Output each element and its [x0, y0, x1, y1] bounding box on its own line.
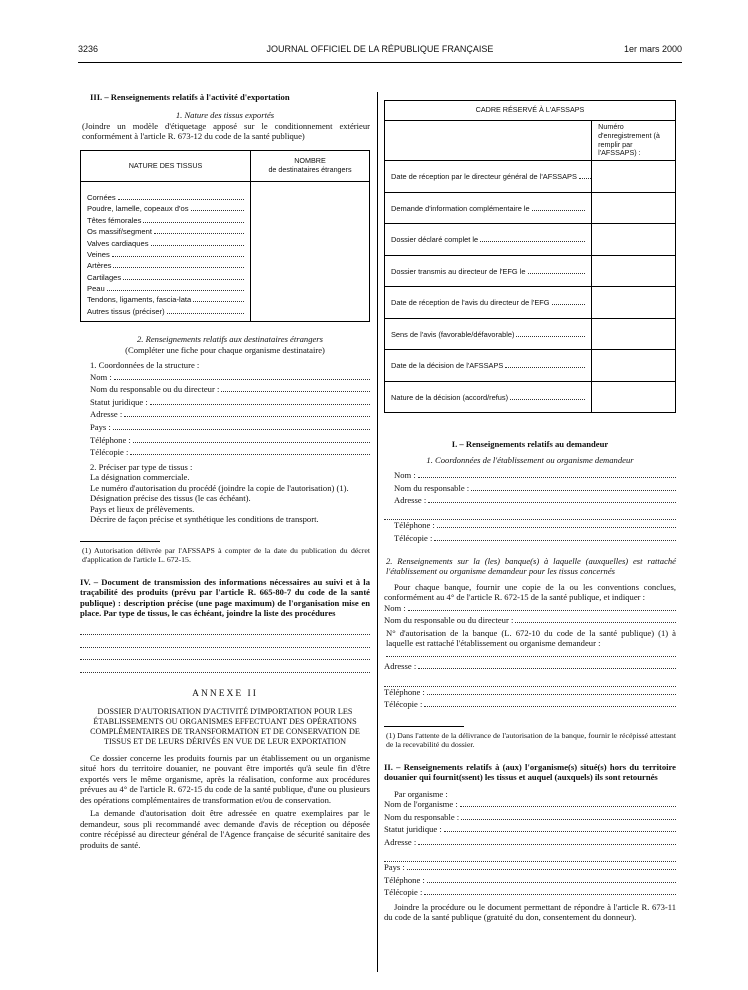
structure-blank[interactable] — [114, 372, 370, 380]
bank-address-field[interactable] — [384, 661, 676, 674]
applicant-label: Nom du responsable : — [394, 482, 470, 493]
tissue-table — [80, 150, 370, 322]
bank-blank[interactable] — [408, 603, 676, 611]
reserved-row — [385, 381, 676, 413]
organisation-field[interactable] — [384, 824, 676, 837]
applicant-contact-field[interactable] — [394, 533, 676, 546]
bank-authorisation-label: N° d'autorisation de la banque (L. 672-10 du code de la santé publique) (1) à laquelle est rattaché l'établissement ou organisme demandeur : — [386, 627, 676, 649]
structure-blank[interactable] — [133, 435, 370, 443]
footnote: (1) Autorisation délivrée par l'AFSSAPS à compter de la date du publication du décret d'application de l'article L. 672-15. — [82, 545, 370, 565]
organisation-blank[interactable] — [444, 824, 676, 832]
reserved-row-label: Sens de l'avis (favorable/défavorable) — [391, 329, 515, 339]
tissue-dots — [107, 283, 244, 291]
reserved-title: CADRE RÉSERVÉ À L'AFSSAPS — [385, 101, 676, 121]
structure-field[interactable] — [90, 409, 370, 422]
tissue-dots — [191, 203, 245, 211]
registration-number: Numéro d'enregistrement (à remplir par l'AFSSAPS) : — [592, 121, 676, 161]
footnote-rule-right — [384, 726, 464, 727]
organisation-field[interactable] — [384, 799, 676, 812]
section-4-blank-line[interactable] — [80, 648, 370, 661]
footnote-rule — [80, 541, 160, 542]
tissue-dots — [151, 238, 245, 246]
reserved-row-label: Nature de la décision (accord/refus) — [391, 392, 509, 402]
tissue-name: Valves cardiaques — [87, 238, 149, 248]
applicant-label: Nom : — [394, 470, 416, 481]
organisation-label: Nom de l'organisme : — [384, 799, 458, 810]
bank-label: Nom du responsable ou du directeur : — [384, 615, 514, 626]
reserved-row-dots — [516, 329, 585, 337]
left-column — [80, 92, 370, 850]
tissue-dots — [167, 306, 244, 314]
tissue-row — [87, 306, 244, 317]
section-3-title: III. – Renseignements relatifs à l'activité d'exportation — [90, 92, 290, 102]
reserved-row — [385, 287, 676, 319]
organisation-contact-field[interactable] — [384, 875, 676, 888]
structure-blank[interactable] — [130, 447, 370, 455]
structure-label: Nom du responsable ou du directeur : — [90, 384, 220, 395]
applicant-contact-blank[interactable] — [434, 533, 676, 541]
applicant-label: Adresse : — [394, 495, 427, 506]
reserved-row — [385, 255, 676, 287]
tissue-row — [87, 215, 244, 226]
structure-label: Statut juridique : — [90, 396, 148, 407]
structure-field[interactable] — [90, 372, 370, 385]
organisation-label: Statut juridique : — [384, 824, 442, 835]
structure-blank[interactable] — [124, 409, 370, 417]
tissue-row — [87, 283, 244, 294]
reserved-row-label: Date de réception par le directeur général de l'AFSSAPS — [391, 172, 577, 182]
organisation-contact-blank[interactable] — [407, 862, 676, 870]
tissue-name: Autres tissus (préciser) — [87, 306, 165, 316]
structure-label: Adresse : — [90, 409, 123, 420]
section-4-title: IV. – Document de transmission des informations nécessaires au suivi et à la traçabilité des produits (prévu par l'article R. 665-80-7 du code de la santé publique) : description précise (une page maximum) de l'organisation mise en place. Par type de tissus, le cas échéant, joindre la liste des procédures — [80, 576, 370, 619]
recipients-count-cell[interactable] — [251, 181, 370, 321]
recipients-col-header — [251, 150, 370, 181]
organisation-blank[interactable] — [418, 837, 676, 845]
reserved-row-value-cell[interactable] — [592, 350, 676, 382]
section-4-blank-line[interactable] — [80, 660, 370, 673]
applicant-contact-label: Téléphone : — [394, 520, 435, 531]
reserved-row-field — [391, 360, 585, 370]
structure-label: Pays : — [90, 422, 111, 433]
organisation-label: Nom du responsable : — [384, 811, 460, 822]
applicant-contact-label: Télécopie : — [394, 533, 433, 544]
section-4-blank-line[interactable] — [80, 635, 370, 648]
applicant-field[interactable] — [394, 495, 676, 508]
bank-contact-blank[interactable] — [424, 699, 676, 707]
reserved-row-value-cell[interactable] — [592, 192, 676, 224]
organisation-field[interactable] — [384, 837, 676, 850]
reserved-row — [385, 350, 676, 382]
organisation-blank[interactable] — [460, 799, 676, 807]
reserved-row-dots — [532, 203, 586, 211]
organisation-contact-blank[interactable] — [427, 875, 676, 883]
bank-section-title: 2. Renseignements sur la (les) banque(s) à laquelle (auxquelles) est rattaché l'établissement ou organisme demandeur pour les tissus concernés — [386, 555, 676, 577]
tissue-dots — [118, 192, 244, 200]
reserved-row-value-cell[interactable] — [592, 224, 676, 256]
reserved-row-label-cell — [385, 381, 592, 413]
tissue-row — [87, 249, 244, 260]
journal-title: JOURNAL OFFICIEL DE LA RÉPUBLIQUE FRANÇAISE — [266, 44, 494, 54]
right-footnote: (1) Dans l'attente de la délivrance de l'autorisation de la banque, fournir le récépissé attestant de la recevabilité du dossier. — [386, 730, 676, 750]
applicant-contact-field[interactable] — [394, 520, 676, 533]
reserved-row-dots — [480, 234, 585, 242]
recipients-header-line2: de destinataires étrangers — [268, 164, 352, 174]
per-organisation-label: Par organisme : — [394, 788, 448, 799]
applicant-coordinates-title: 1. Coordonnées de l'établissement ou organisme demandeur — [426, 454, 634, 465]
bank-blank[interactable] — [515, 615, 676, 623]
reserved-row-dots — [505, 360, 585, 368]
bank-field[interactable] — [384, 615, 676, 628]
organisation-label: Adresse : — [384, 836, 417, 847]
tissue-detail-item: La désignation commerciale. — [90, 472, 190, 483]
organisation-contact-field[interactable] — [384, 887, 676, 900]
address-continuation-line[interactable] — [384, 508, 676, 521]
tissue-row — [87, 294, 244, 305]
tissue-row — [87, 226, 244, 237]
tissue-name: Artères — [87, 261, 112, 271]
reserved-blank-cell — [385, 121, 592, 161]
reserved-row-field — [391, 329, 585, 339]
reserved-row-field — [391, 297, 585, 307]
organisation-contact-label: Télécopie : — [384, 887, 423, 898]
reserved-row-label-cell — [385, 350, 592, 382]
annexe-paragraph-1: Ce dossier concerne les produits fournis par un établissement ou un organisme situé hors du territoire douanier, ne pouvant être importés qu'à seule fin d'être exportés vers le même organisme, après la réalisation, conforme aux procédures prévues au 4° de l'article R. 672-15 du code de la santé publique, d'une ou plusieurs des opérations complémentaires de transformation et/ou de conservation. — [80, 752, 370, 805]
reserved-row — [385, 161, 676, 193]
structure-field[interactable] — [90, 422, 370, 435]
bank-contact-label: Télécopie : — [384, 699, 423, 710]
reserved-row — [385, 192, 676, 224]
subsection-2-title: 2. Renseignements relatifs aux destinataires étrangers — [136, 334, 323, 345]
annexe-paragraph-2: La demande d'autorisation doit être adressée en quatre exemplaires par le demandeur, sous pli recommandé avec demande d'avis de réception ou déposée contre récépissé au directeur général de l'Agence française de sécurité sanitaire des produits de santé. — [80, 808, 370, 850]
tissue-name: Os massif/segment — [87, 227, 152, 237]
reserved-row-label: Date de réception de l'avis du directeur de l'EFG — [391, 298, 550, 308]
reserved-row-value-cell[interactable] — [592, 255, 676, 287]
tissue-list-cell — [81, 181, 251, 321]
bank-address-label: Adresse : — [384, 661, 417, 672]
reserved-row-dots — [552, 297, 586, 305]
reserved-row-field — [391, 203, 585, 213]
tissue-dots — [193, 294, 244, 302]
tissue-name: Têtes fémorales — [87, 215, 142, 225]
annexe-heading: DOSSIER D'AUTORISATION D'ACTIVITÉ D'IMPORTATION POUR LES ÉTABLISSEMENTS OU ORGANISMES EFFECTUANT DES OPÉRATIONS COMPLÉMENTAIRES DE TRANSFORMATION ET DE CONSERVATION DE TISSUS ET DE LEURS DÉRIVÉS EN VUE DE LEUR EXPORTATION — [90, 706, 360, 746]
afssaps-reserved-table — [384, 100, 676, 413]
reserved-row-label-cell — [385, 161, 592, 193]
subsection-2-note: (Compléter une fiche pour chaque organisme destinataire) — [125, 344, 325, 355]
organisation-contact-label: Téléphone : — [384, 874, 425, 885]
tissue-dots — [143, 215, 244, 223]
organisation-field[interactable] — [384, 812, 676, 825]
tissue-detail-item: Pays et lieux de prélèvements. — [90, 503, 195, 514]
reserved-row-label-cell — [385, 318, 592, 350]
structure-label: Nom : — [90, 371, 112, 382]
tissue-dots — [112, 249, 244, 257]
tissue-row — [87, 260, 244, 271]
bank-address-blank[interactable] — [418, 661, 676, 669]
structure-blank[interactable] — [113, 422, 370, 430]
tissue-detail-item: Désignation précise des tissus (le cas échéant). — [90, 493, 251, 504]
structure-label: Télécopie : — [90, 447, 129, 458]
tissue-detail-item: Décrire de façon précise et synthétique les conditions de transport. — [90, 514, 319, 525]
tissue-name: Peau — [87, 284, 105, 294]
applicant-blank[interactable] — [428, 495, 676, 503]
bank-contact-field[interactable] — [384, 699, 676, 712]
reserved-row-dots — [528, 266, 586, 274]
organisation-blank[interactable] — [461, 812, 676, 820]
recipients-header-line1: NOMBRE — [294, 156, 326, 166]
bank-contact-field[interactable] — [384, 687, 676, 700]
bank-label: Nom : — [384, 602, 406, 613]
structure-blank[interactable] — [221, 384, 370, 392]
reserved-row-value-cell[interactable] — [592, 381, 676, 413]
reserved-row — [385, 224, 676, 256]
issue-date: 1er mars 2000 — [623, 44, 682, 54]
reserved-row-label-cell — [385, 224, 592, 256]
tissue-detail-item: Le numéro d'autorisation du procédé (joindre la copie de l'autorisation) (1). — [90, 482, 349, 493]
reserved-row-value-cell[interactable] — [592, 161, 676, 193]
reserved-row-field — [391, 234, 585, 244]
tissue-name: Cornées — [87, 192, 116, 202]
reserved-row-field — [391, 266, 585, 276]
subsection-1-title: 1. Nature des tissus exportés — [175, 110, 275, 121]
structure-blank[interactable] — [150, 397, 370, 405]
reserved-row-value-cell[interactable] — [592, 318, 676, 350]
reserved-row-value-cell[interactable] — [592, 287, 676, 319]
reserved-row-label: Dossier transmis au directeur de l'EFG le — [391, 266, 526, 276]
preciser-title: 2. Préciser par type de tissus : — [90, 461, 193, 472]
bank-contact-label: Téléphone : — [384, 686, 425, 697]
reserved-row-dots — [579, 171, 591, 179]
reserved-row-label-cell — [385, 192, 592, 224]
section-2-title: II. – Renseignements relatifs à (aux) l'organisme(s) situé(s) hors du territoire douanier qui fournit(ssent) les tissus et auquel (auxquels) ils sont retournés — [384, 761, 676, 783]
column-separator — [377, 92, 378, 972]
tissue-name: Cartilages — [87, 272, 122, 282]
reserved-row-label-cell — [385, 255, 592, 287]
section-1-title: I. – Renseignements relatifs au demandeur — [451, 439, 609, 450]
header-rule — [78, 62, 682, 63]
structure-field[interactable] — [90, 384, 370, 397]
tissue-dots — [154, 226, 244, 234]
applicant-blank[interactable] — [471, 483, 676, 491]
applicant-blank[interactable] — [418, 470, 676, 478]
tissue-name: Tendons, ligaments, fascia-lata — [87, 295, 192, 305]
reserved-row-label-cell — [385, 287, 592, 319]
annexe-title: ANNEXE II — [192, 689, 258, 700]
tissue-row — [87, 272, 244, 283]
bank-authorisation-number — [384, 628, 676, 649]
reserved-row-field — [391, 392, 585, 402]
closing-paragraph: Joindre la procédure ou le document permettant de répondre à l'article R. 673-11 du code de la santé publique (gratuité du don, consentement du donneur). — [384, 901, 676, 923]
bank-field[interactable] — [384, 603, 676, 616]
tissue-dots — [113, 260, 244, 268]
bank-contact-blank[interactable] — [427, 687, 676, 695]
tissue-row — [87, 203, 244, 214]
page-number: 3236 — [78, 44, 99, 54]
bank-authorisation-line[interactable] — [384, 649, 676, 662]
reserved-row-label: Dossier déclaré complet le — [391, 235, 479, 245]
tissue-name: Veines — [87, 249, 110, 259]
organisation-contact-label: Pays : — [384, 862, 405, 873]
applicant-contact-blank[interactable] — [437, 520, 676, 528]
right-column — [384, 100, 676, 923]
organisation-contact-field[interactable] — [384, 862, 676, 875]
applicant-field[interactable] — [394, 470, 676, 483]
structure-field[interactable] — [90, 447, 370, 460]
section-4-blank-line[interactable] — [80, 623, 370, 636]
bank-address-continuation[interactable] — [384, 674, 676, 687]
structure-field[interactable] — [90, 397, 370, 410]
applicant-field[interactable] — [394, 483, 676, 496]
structure-label: Téléphone : — [90, 434, 131, 445]
bank-intro: Pour chaque banque, fournir une copie de la ou les conventions conclues, conformément au 4° de l'article R. 672-15 de la santé publique, et indiquer : — [384, 581, 676, 603]
organisation-contact-blank[interactable] — [424, 887, 676, 895]
org-address-continuation[interactable] — [384, 850, 676, 863]
page-header — [78, 44, 682, 58]
tissue-row — [87, 192, 244, 203]
reserved-row-label: Date de la décision de l'AFSSAPS — [391, 361, 504, 371]
tissue-name: Poudre, lamelle, copeaux d'os — [87, 204, 189, 214]
structure-field[interactable] — [90, 435, 370, 448]
reserved-row-field — [391, 171, 585, 181]
coordinates-title: 1. Coordonnées de la structure : — [90, 360, 200, 371]
reserved-row-label: Demande d'information complémentaire le — [391, 203, 530, 213]
reserved-row-dots — [510, 392, 585, 400]
tissue-row — [87, 238, 244, 249]
subsection-1-note: (Joindre un modèle d'étiquetage apposé sur le conditionnement extérieur conformément à l'article R. 673-12 du code de la santé publique) — [82, 120, 370, 142]
tissue-dots — [123, 272, 244, 280]
tissue-col-header: NATURE DES TISSUS — [81, 150, 251, 181]
reserved-row — [385, 318, 676, 350]
